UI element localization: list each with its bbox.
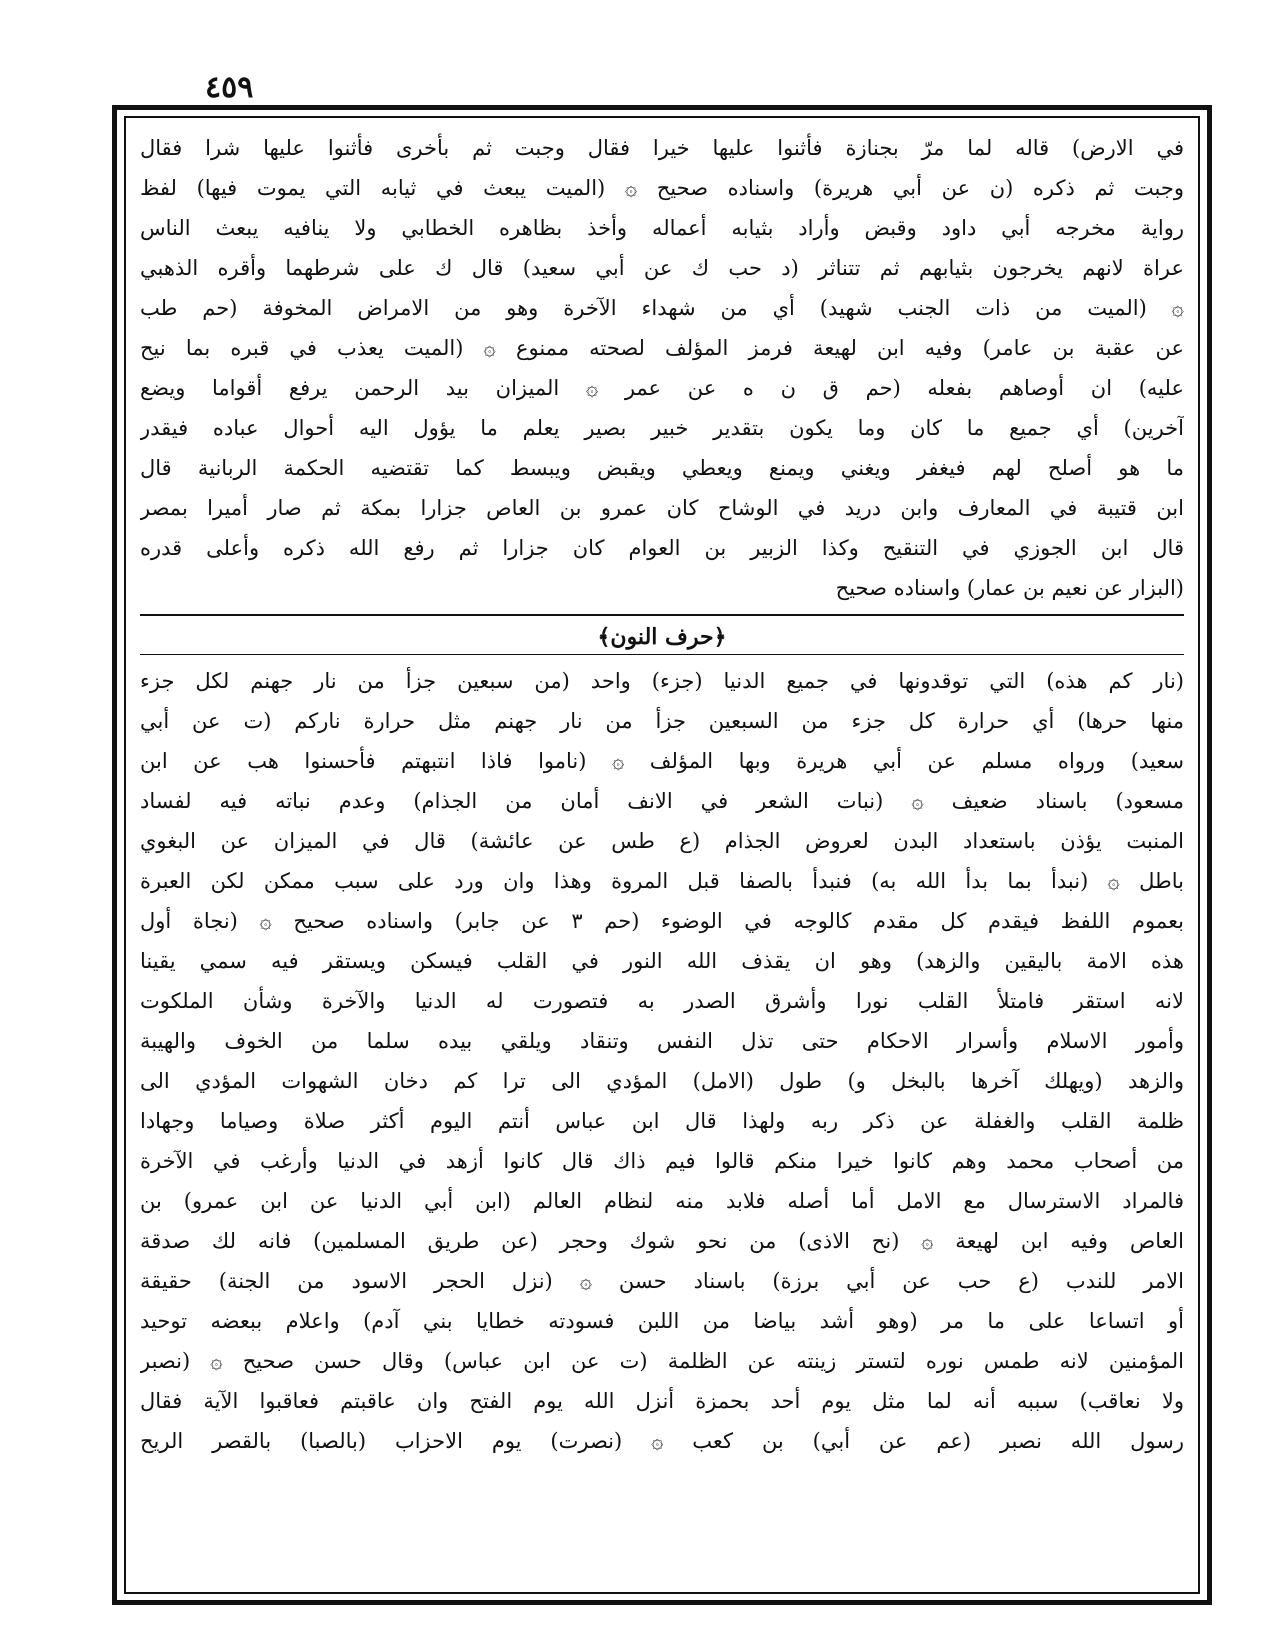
text-line: قال ابن الجوزي في التنقيح وكذا الزبير بن العوام كان جزارا ثم رفع الله ذكره وأعلى قدره	[140, 536, 1184, 560]
section-heading: ﴿حرف النون﴾	[597, 624, 727, 650]
text-line: أو اتساعا على ما مر (وهو أشد بياضا من اللبن فسودته خطايا بني آدم) واعلام ببعضه توحيد	[140, 1309, 1184, 1333]
text-line: منها حرها) أي حرارة كل جزء من السبعين جزأ من نار جهنم مثل حرارة ناركم (ت عن أبي	[140, 709, 1184, 733]
text-line: ابن قتيبة في المعارف وابن دريد في الوشاح كان عمرو بن العاص جزارا بمكة ثم صار أميرا بمصر	[140, 496, 1184, 520]
text-line: المنبت يؤذن باستعداد البدن لعروض الجذام (ع طس عن عائشة) قال في الميزان عن البغوي	[140, 829, 1184, 853]
text-line: ولا نعاقب) سببه أنه لما مثل يوم أحد بحمزة أنزل الله يوم الفتح وان عاقبتم فعاقبوا الآية فقال	[140, 1389, 1184, 1413]
text-line: والزهد (ويهلك آخرها بالبخل و) طول (الامل) المؤدي الى ترا كم دخان الشهوات المؤدي الى	[140, 1069, 1184, 1093]
text-line: ما هو أصلح لهم فيغفر ويغني ويمنع ويعطي ويقبض ويبسط كما تقتضيه الحكمة الربانية قال	[140, 456, 1184, 480]
text-line: رسول الله نصبر (عم عن أبي) بن كعب ۞ (نصرت) يوم الاحزاب (بالصبا) بالقصر الريح	[140, 1429, 1184, 1453]
page-number: ٤٥٩	[205, 70, 254, 105]
text-line: الامر للندب (ع حب عن أبي برزة) باسناد حسن ۞ (نزل الحجر الاسود من الجنة) حقيقة	[140, 1269, 1184, 1293]
text-line: عن عقبة بن عامر) وفيه ابن لهيعة فرمز المؤلف لصحته ممنوع ۞ (الميت يعذب في قبره بما نيح	[140, 336, 1184, 360]
text-line: سعيد) ورواه مسلم عن أبي هريرة وبها المؤلف ۞ (ناموا فاذا انتبهتم فأحسنوا هب عن ابن	[140, 749, 1184, 773]
text-line: وجبت ثم ذكره (ن عن أبي هريرة) واسناده صحيح ۞ (الميت يبعث في ثيابه التي يموت فيها) لفظ	[140, 176, 1184, 200]
text-line: (نار كم هذه) التي توقدونها في جميع الدنيا (جزء) واحد (من سبعين جزأ من نار جهنم لكل جزء	[140, 669, 1184, 693]
text-line: عراة لانهم يخرجون بثيابهم ثم تتناثر (د حب ك عن أبي سعيد) قال ك على شرطهما وأقره الذهبي	[140, 256, 1184, 280]
text-line: آخرين) أي جميع ما كان وما يكون بتقدير خبير بصير يعلم ما يؤول اليه أحوال عباده فيقدر	[140, 416, 1184, 440]
section-divider	[140, 654, 1184, 655]
text-line: فالمراد الاسترسال مع الامل أما أصله فلابد منه لنظام العالم (ابن أبي الدنيا عن ابن عمرو) بن	[140, 1189, 1184, 1213]
text-line: ۞ (الميت من ذات الجنب شهيد) أي من شهداء الآخرة وهو من الامراض المخوفة (حم طب	[140, 296, 1184, 320]
section-divider	[140, 614, 1184, 616]
text-line: باطل ۞ (نبدأ بما بدأ الله به) فنبدأ بالصفا قبل المروة وهذا وان ورد على سبب ممكن لكن العبرة	[140, 869, 1184, 893]
text-line: ظلمة القلب والغفلة عن ذكر ربه ولهذا قال ابن عباس أنتم اليوم أكثر صلاة وصياما وجهادا	[140, 1109, 1184, 1133]
text-line: (البزار عن نعيم بن عمار) واسناده صحيح	[835, 576, 1184, 600]
text-block-bottom	[140, 661, 1184, 1461]
text-line: عليه) ان أوصاهم بفعله (حم ق ن ه عن عمر ۞ الميزان بيد الرحمن يرفع أقواما ويضع	[140, 376, 1184, 400]
text-line: في الارض) قاله لما مرّ بجنازة فأثنوا عليها خيرا فقال وجبت ثم بأخرى فأثنوا عليها شرا فقال	[140, 136, 1184, 160]
text-line: من أصحاب محمد وهم كانوا خيرا منكم قالوا فيم ذاك قال كانوا أزهد في الدنيا وأرغب في الآخرة	[140, 1149, 1184, 1173]
text-line: بعموم اللفظ فيقدم كل مقدم كالوجه في الوضوء (حم ٣ عن جابر) واسناده صحيح ۞ (نجاة أول	[140, 909, 1184, 933]
page-text	[140, 128, 1184, 1588]
text-line: المؤمنين لانه طمس نوره لتستر زينته عن الظلمة (ت عن ابن عباس) وقال حسن صحيح ۞ (نصبر	[140, 1349, 1184, 1373]
text-block-top	[140, 128, 1184, 608]
text-line: هذه الامة باليقين والزهد) وهو ان يقذف الله النور في القلب فيسكن ويستقر فيه سمي يقينا	[140, 949, 1184, 973]
text-line: لانه استقر فامتلأ القلب نورا وأشرق الصدر به فتصورت له الدنيا والآخرة وشأن الملكوت	[140, 989, 1184, 1013]
text-line: رواية مخرجه أبي داود وقبض وأراد بثيابه أعماله وأخذ بظاهره الخطابي ولا ينافيه يبعث الناس	[140, 216, 1184, 240]
text-line: مسعود) باسناد ضعيف ۞ (نبات الشعر في الانف أمان من الجذام) وعدم نباته فيه لفساد	[140, 789, 1184, 813]
text-line: وأمور الاسلام وأسرار الاحكام حتى تذل النفس وتنقاد ويلقي بيده سلما من الخوف والهيبة	[140, 1029, 1184, 1053]
text-line: العاص وفيه ابن لهيعة ۞ (نح الاذى) من نحو شوك وحجر (عن طريق المسلمين) فانه لك صدقة	[140, 1229, 1184, 1253]
